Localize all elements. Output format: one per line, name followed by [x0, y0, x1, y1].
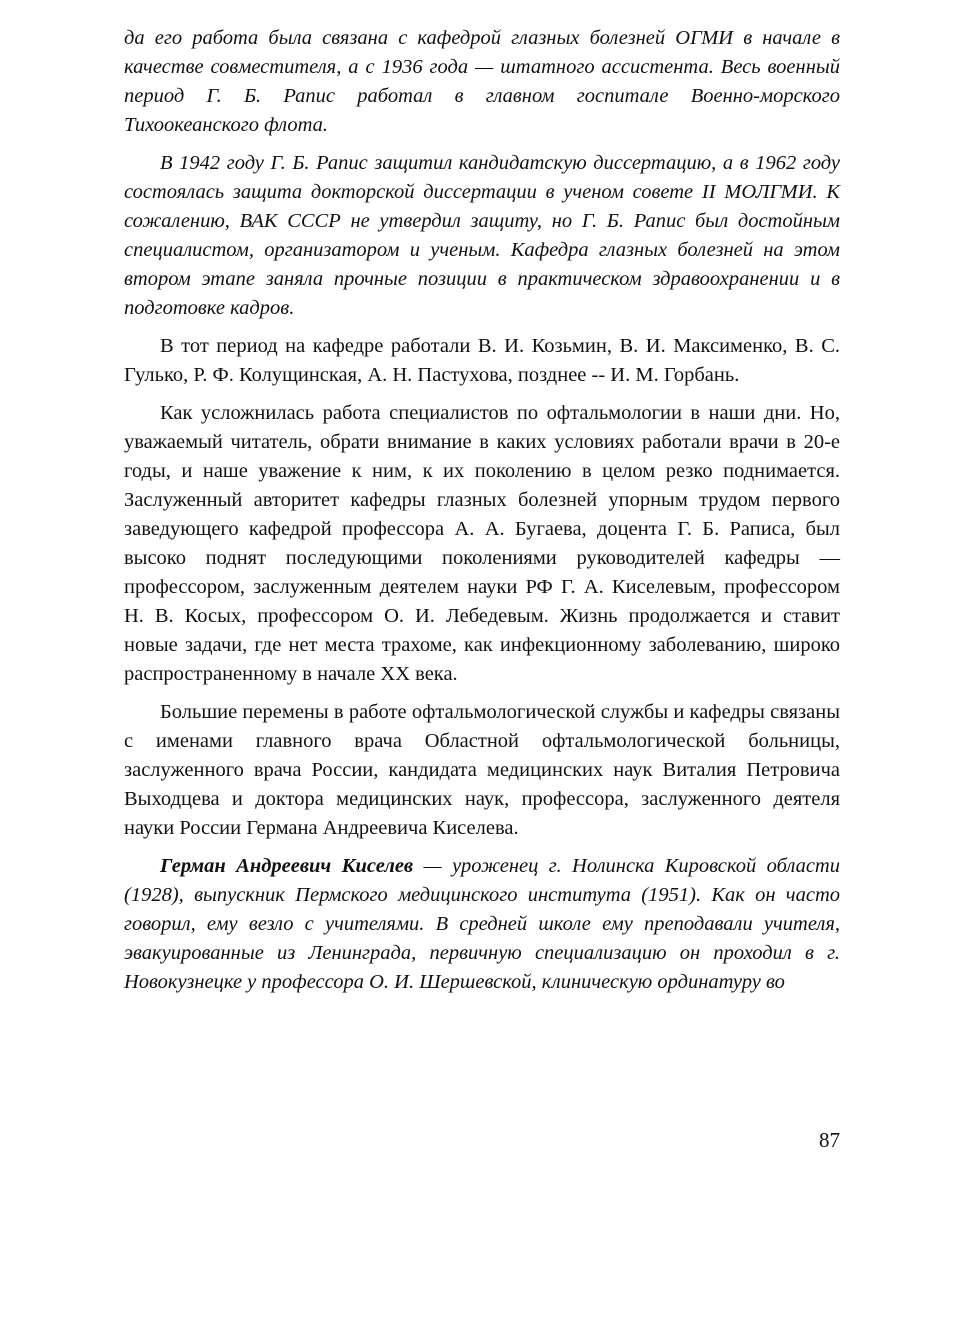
- page-text: [124, 24, 840, 1006]
- paragraph-6: [124, 852, 840, 997]
- paragraph-4: Как усложнилась работа специалистов по офтальмологии в наши дни. Но, уважаемый читатель, обрати внимание в каких условиях работали врачи в 20-е годы, и наше уважение к ним, к их поколению в целом резко поднимается. Заслуженный авторитет кафедры глазных болезней упорным трудом первого заведующего кафедрой профессора А. А. Бугаева, доцента Г. Б. Раписа, был высоко поднят последующими поколениями руководителей кафедры — профессором, заслуженным деятелем науки РФ Г. А. Киселевым, профессором Н. В. Косых, профессором О. И. Лебедевым. Жизнь продолжается и ставит новые задачи, где нет места трахоме, как инфекционному заболеванию, широко распространенному в начале XX века.: [124, 402, 840, 685]
- paragraph-1: да его работа была связана с кафедрой глазных болезней ОГМИ в начале в качестве совместителя, а с 1936 года — штатного ассистента. Весь военный период Г. Б. Рапис работал в главном госпитале Военно-морского Тихоокеанского флота.: [124, 27, 840, 136]
- paragraph-2: В 1942 году Г. Б. Рапис защитил кандидатскую диссертацию, а в 1962 году состоялась защита докторской диссертации в ученом совете II МОЛГМИ. К сожалению, ВАК СССР не утвердил защиту, но Г. Б. Рапис был достойным специалистом, организатором и ученым. Кафедра глазных болезней на этом втором этапе заняла прочные позиции в практическом здравоохранении и в подготовке кадров.: [124, 152, 840, 319]
- paragraph-6-text: — уроженец г. Нолинска Кировской области (1928), выпускник Пермского медицинского института (1951). Как он часто говорил, ему везло с учителями. В средней школе ему преподавали учителя, эвакуированные из Ленинграда, первичную специализацию он проходил в г. Новокузнецке у профессора О. И. Шершевской, клиническую ординатуру во: [124, 855, 840, 993]
- person-name: Герман Андреевич Киселев: [160, 855, 414, 877]
- page-number: 87: [819, 1128, 840, 1152]
- paragraph-3: В тот период на кафедре работали В. И. Козьмин, В. И. Максименко, В. С. Гулько, Р. Ф. Колущинская, А. Н. Пастухова, позднее -- И. М. Горбань.: [124, 335, 840, 386]
- paragraph-5: Большие перемены в работе офтальмологической службы и кафедры связаны с именами главного врача Областной офтальмологической больницы, заслуженного врача России, кандидата медицинских наук Виталия Петровича Выходцева и доктора медицинских наук, профессора, заслуженного деятеля науки России Германа Андреевича Киселева.: [124, 701, 840, 839]
